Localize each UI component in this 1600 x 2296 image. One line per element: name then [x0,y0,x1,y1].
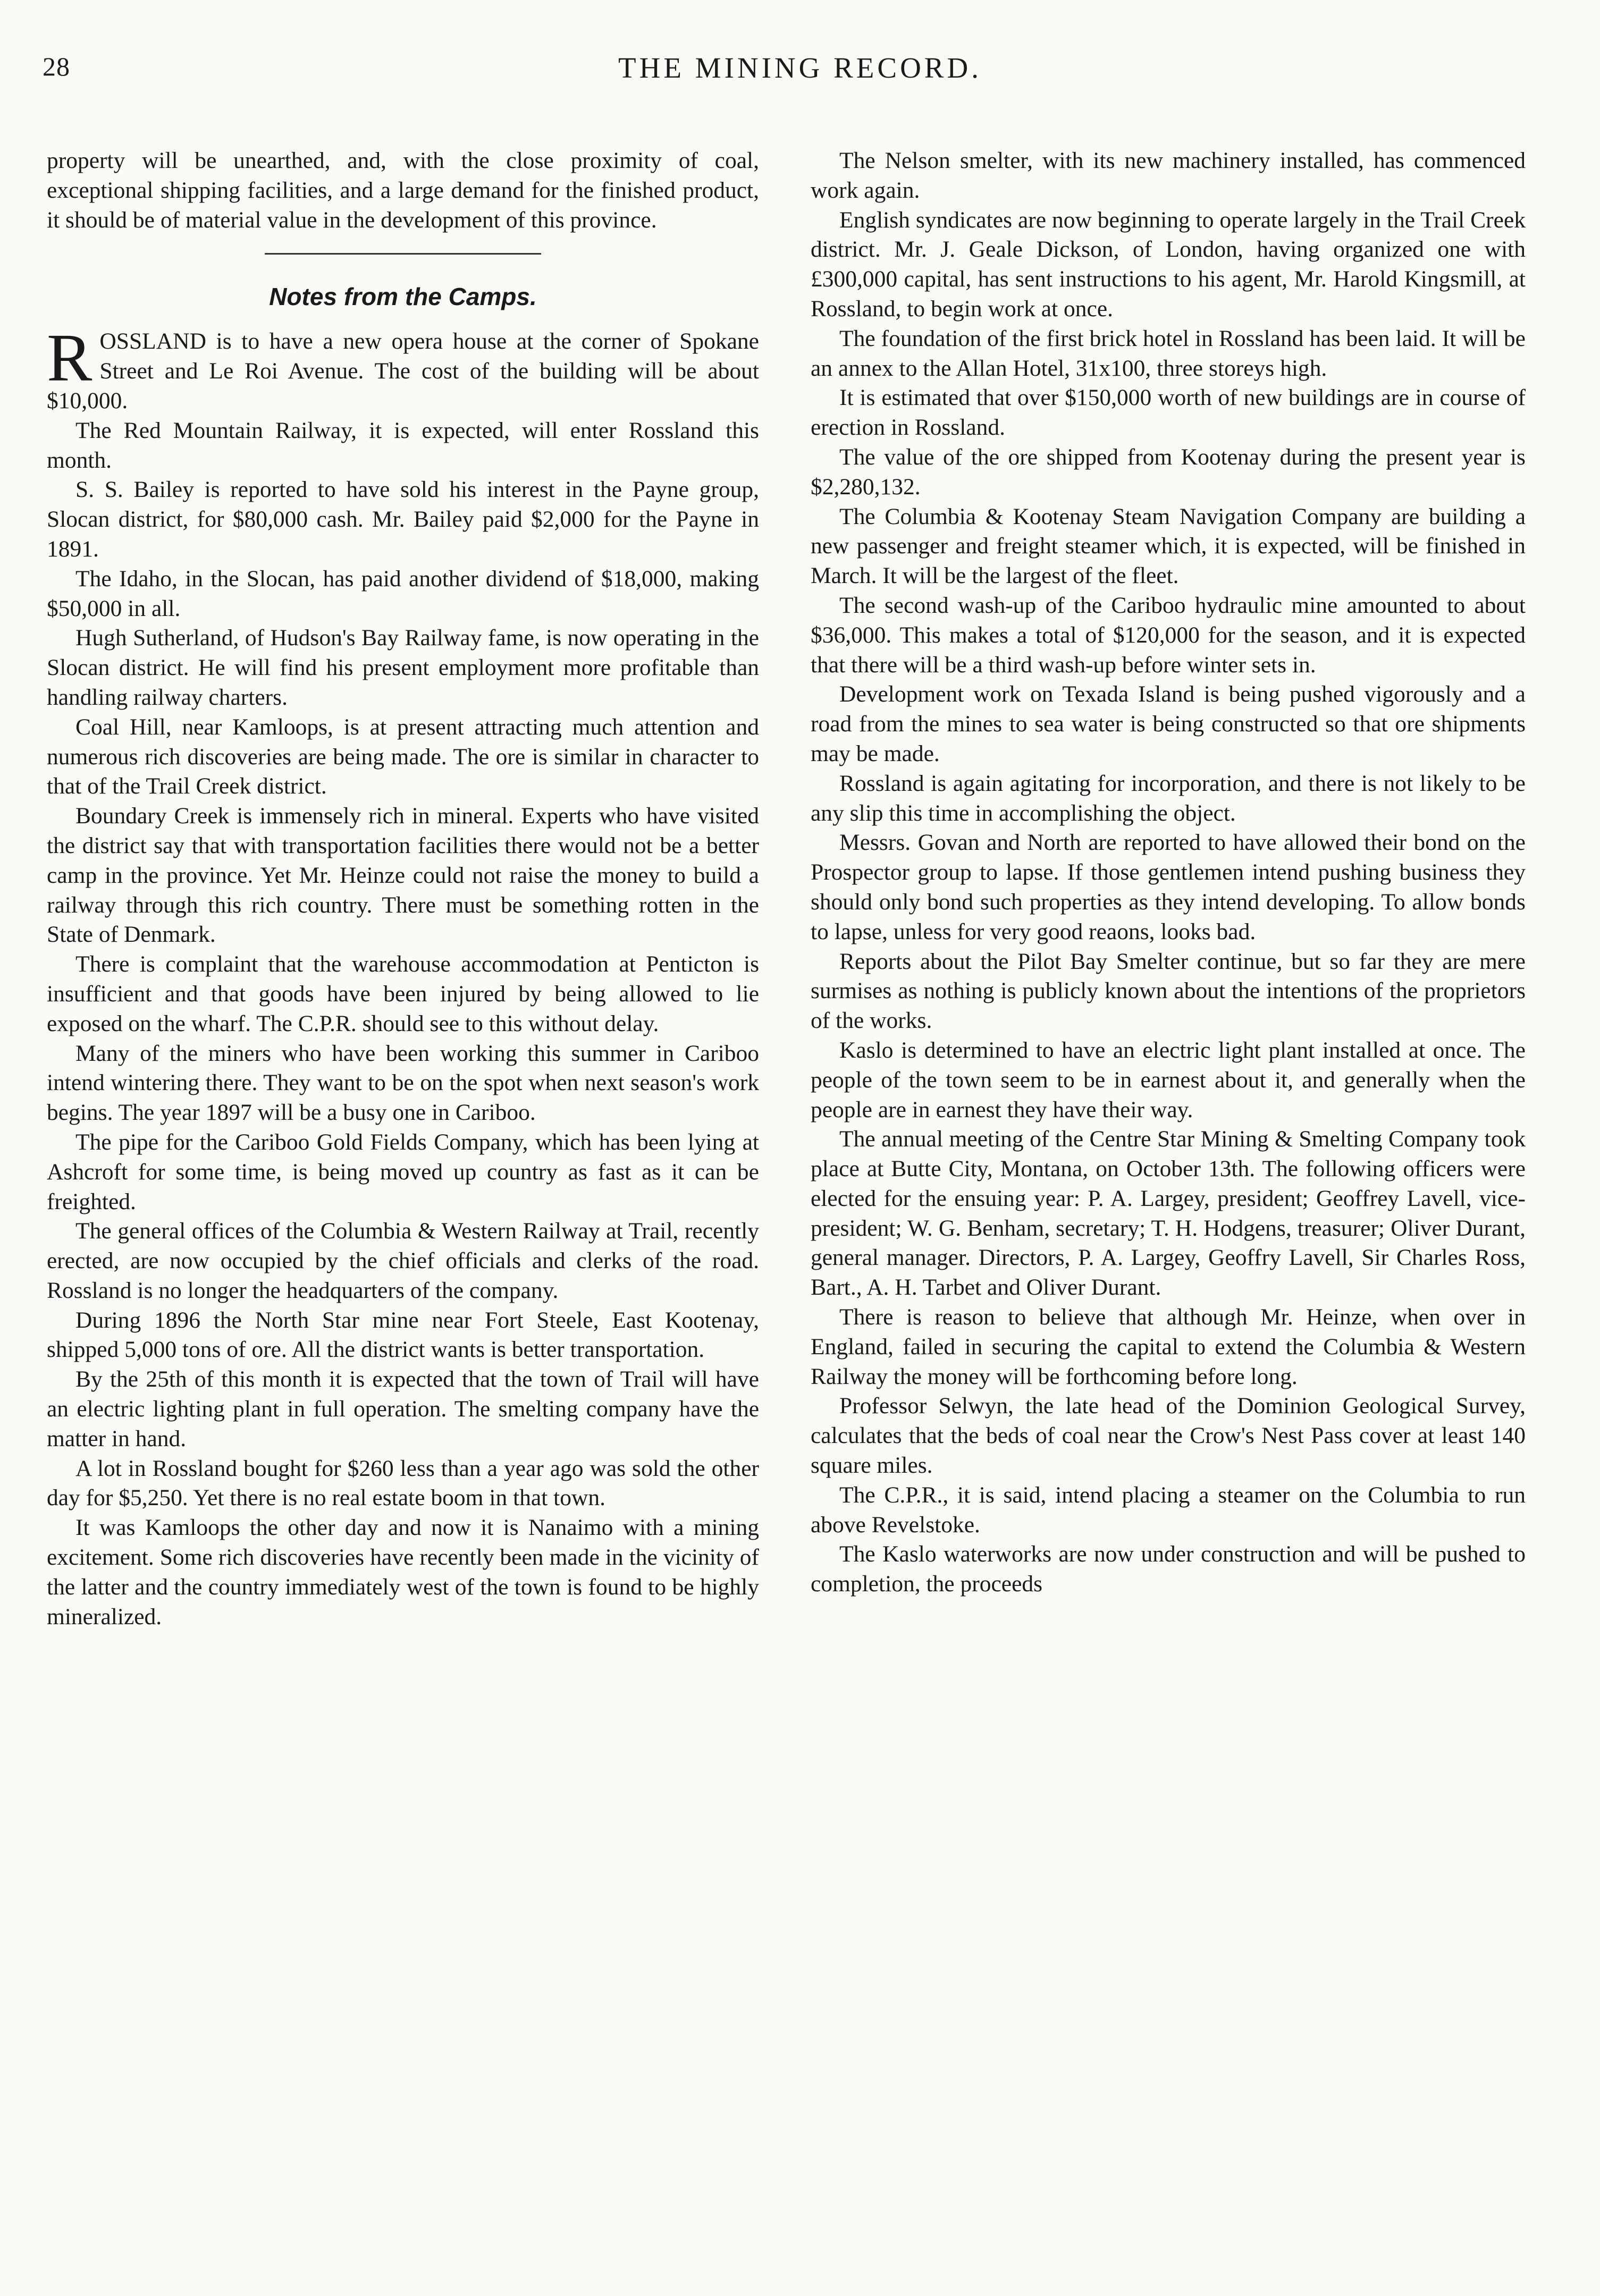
article-paragraph: The general offices of the Columbia & Western Railway at Trail, recently erected, are now occupied by the chief officials and clerks of the road. Rossland is no longer the headquarters of the company. [47,1218,759,1303]
article-paragraph: Development work on Texada Island is being pushed vigorously and a road from the mines to sea water is being constructed so that ore shipments may be made. [811,681,1526,766]
article-paragraph: By the 25th of this month it is expected that the town of Trail will have an electric lighting plant in full operation. The smelting company have the matter in hand. [47,1366,759,1451]
lead-text: OSSLAND is to have a new opera house at the corner of Spokane Street and Le Roi Avenue. The cost of the building will be about $10,000. [47,328,759,413]
article-paragraph: A lot in Rossland bought for $260 less than a year ago was sold the other day for $5,250. Yet there is no real estate boom in that town. [47,1455,759,1511]
article-paragraph: English syndicates are now beginning to operate largely in the Trail Creek district. Mr. J. Geale Dickson, of London, having organized one with £300,000 capital, has sent instructions to his agent, Mr. Harold Kingsmill, at Rossland, to begin work at once. [811,207,1526,322]
article-paragraph: The Red Mountain Railway, it is expected, will enter Rossland this month. [47,417,759,473]
left-column [47,146,759,1632]
article-paragraph: There is reason to believe that although Mr. Heinze, when over in England, failed in securing the capital to extend the Columbia & Western Railway the money will be forthcoming before long. [811,1304,1526,1389]
article-paragraph: The Kaslo waterworks are now under construction and will be pushed to completion, the proceeds [811,1541,1526,1597]
article-paragraph: The Nelson smelter, with its new machinery installed, has commenced work again. [811,148,1526,203]
article-paragraph: Coal Hill, near Kamloops, is at present attracting much attention and numerous rich discoveries are being made. The ore is similar in character to that of the Trail Creek district. [47,714,759,799]
article-paragraph: It was Kamloops the other day and now it is Nanaimo with a mining excitement. Some rich discoveries have recently been made in the vicinity of the latter and the country immediately west of the town is found to be highly mineralized. [47,1515,759,1630]
article-paragraph: S. S. Bailey is reported to have sold his interest in the Payne group, Slocan district, for $80,000 cash. Mr. Bailey paid $2,000 for the Payne in 1891. [47,477,759,562]
article-paragraph: Messrs. Govan and North are reported to have allowed their bond on the Prospector group to lapse. If those gentlemen intend pushing business they should only bond such properties as they intend developing. To allow bonds to lapse, unless for very good reaons, looks bad. [811,830,1526,944]
article-paragraph: There is complaint that the warehouse accommodation at Penticton is insufficient and that goods have been injured by being allowed to lie exposed on the wharf. The C.P.R. should see to this without delay. [47,951,759,1036]
section-divider [265,253,541,255]
article-paragraph: The Idaho, in the Slocan, has paid another dividend of $18,000, making $50,000 in all. [47,565,759,621]
article-paragraph: The second wash-up of the Cariboo hydraulic mine amounted to about $36,000. This makes a total of $120,000 for the season, and it is expected that there will be a third wash-up before winter sets in. [811,592,1526,678]
article-paragraph: During 1896 the North Star mine near Fort Steele, East Kootenay, shipped 5,000 tons of ore. All the district wants is better transportation. [47,1307,759,1363]
article-paragraph: The C.P.R., it is said, intend placing a steamer on the Columbia to run above Revelstoke. [811,1482,1526,1538]
article-paragraph: Rossland is again agitating for incorporation, and there is not likely to be any slip this time in accomplishing the object. [811,770,1526,826]
article-paragraph: Professor Selwyn, the late head of the Dominion Geological Survey, calculates that the beds of coal near the Crow's Nest Pass cover at least 140 square miles. [811,1393,1526,1479]
continuation-paragraph: property will be unearthed, and, with the close proximity of coal, exceptional shipping facilities, and a large demand for the finished product, it should be of material value in the development of this province. [47,148,759,233]
running-header: THE MINING RECORD. [618,52,982,84]
article-paragraph: Many of the miners who have been working this summer in Cariboo intend wintering there. They want to be on the spot when next season's work begins. The year 1897 will be a busy one in Cariboo. [47,1040,759,1126]
drop-cap: R [47,320,92,396]
lead-paragraph [47,320,759,416]
article-paragraph: Boundary Creek is immensely rich in mineral. Experts who have visited the district say that with transportation facilities there would not be a better camp in the province. Yet Mr. Heinze could not raise the money to build a railway through this rich country. There must be something rotten in the State of Denmark. [47,803,759,948]
article-paragraph: Hugh Sutherland, of Hudson's Bay Railway fame, is now operating in the Slocan district. He will find his present employment more profitable than handling railway charters. [47,625,759,710]
article-paragraph: Reports about the Pilot Bay Smelter continue, but so far they are mere surmises as nothing is publicly known about the intentions of the proprietors of the works. [811,948,1526,1034]
article-paragraph: The annual meeting of the Centre Star Mining & Smelting Company took place at Butte City, Montana, on October 13th. The following officers were elected for the ensuing year: P. A. Largey, president; Geoffrey Lavell, vice-president; W. G. Benham, secretary; T. H. Hodgens, treasurer; Oliver Durant, general manager. Directors, P. A. Largey, Geoffry Lavell, Sir Charles Ross, Bart., A. H. Tarbet and Oliver Durant. [811,1126,1526,1301]
article-paragraph: Kaslo is determined to have an electric light plant installed at once. The people of the town seem to be in earnest about it, and generally when the people are in earnest they have their way. [811,1037,1526,1122]
page-number: 28 [43,52,70,81]
article-paragraph: The pipe for the Cariboo Gold Fields Company, which has been lying at Ashcroft for some time, is being moved up country as fast as it can be freighted. [47,1129,759,1214]
right-column [811,146,1526,1599]
article-paragraph: The foundation of the first brick hotel in Rossland has been laid. It will be an annex to the Allan Hotel, 31x100, three storeys high. [811,325,1526,381]
article-paragraph: The Columbia & Kootenay Steam Navigation Company are building a new passenger and freight steamer which, it is expected, will be finished in March. It will be the largest of the fleet. [811,503,1526,589]
article-paragraph: The value of the ore shipped from Kootenay during the present year is $2,280,132. [811,444,1526,500]
section-heading: Notes from the Camps. [269,283,537,311]
article-paragraph: It is estimated that over $150,000 worth of new buildings are in course of erection in Rossland. [811,385,1526,441]
